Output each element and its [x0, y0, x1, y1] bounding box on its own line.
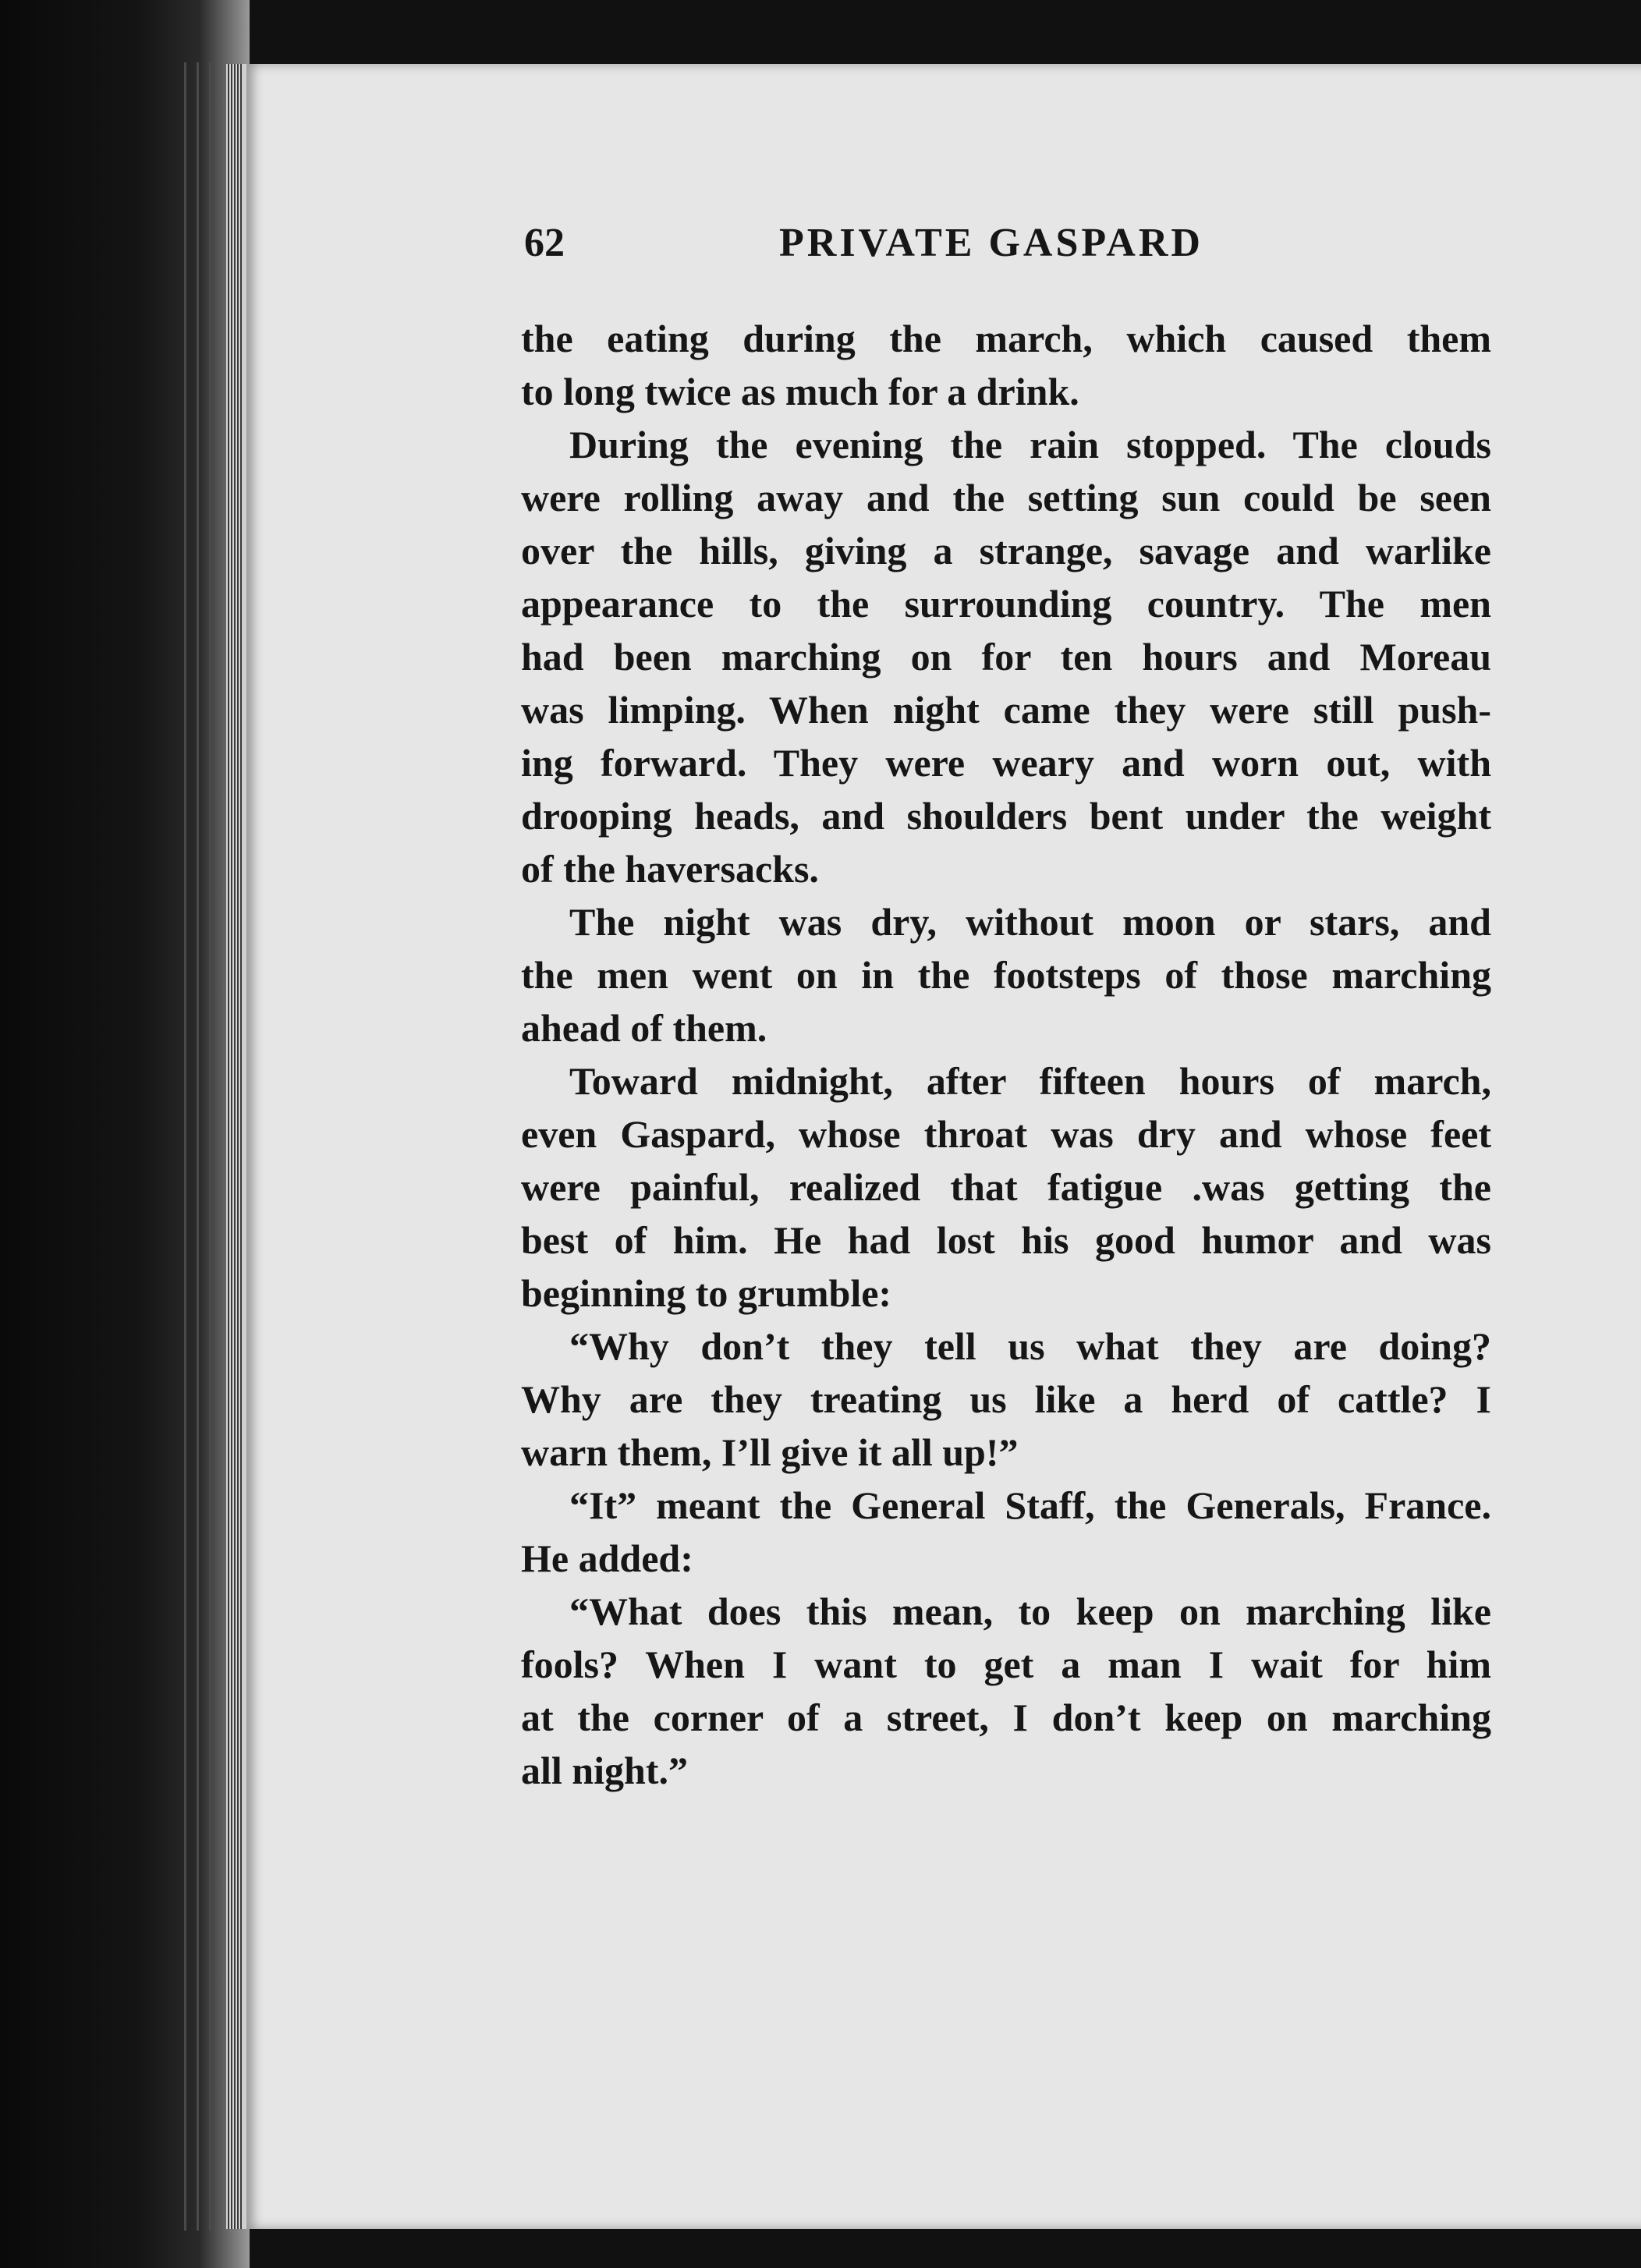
text-line: fools? When I want to get a man I wait for him — [521, 1643, 1491, 1686]
text-line: best of him. He had lost his good humor and was — [521, 1218, 1491, 1262]
text-line: Toward midnight, after fifteen hours of march, — [569, 1059, 1491, 1103]
text-line: “Why don’t they tell us what they are doing? — [569, 1324, 1491, 1368]
text-line: ing forward. They were weary and worn out, with — [521, 741, 1491, 785]
running-head: PRIVATE GASPARD — [779, 221, 1203, 265]
text-line: all night.” — [521, 1749, 688, 1792]
text-line: During the evening the rain stopped. The clouds — [569, 423, 1491, 466]
text-line: Why are they treating us like a herd of cattle? I — [521, 1377, 1491, 1421]
text-line: of the haversacks. — [521, 847, 819, 891]
text-line: “What does this mean, to keep on marching like — [569, 1589, 1491, 1633]
text-line: The night was dry, without moon or stars, and — [569, 900, 1491, 944]
text-line: was limping. When night came they were still push- — [521, 688, 1491, 732]
text-line: “It” meant the General Staff, the Generals, France. — [569, 1483, 1491, 1527]
text-line: beginning to grumble: — [521, 1271, 892, 1315]
gutter-line — [209, 62, 211, 2231]
text-line: had been marching on for ten hours and Moreau — [521, 635, 1491, 679]
page-header — [524, 220, 1494, 275]
text-line: He added: — [521, 1536, 693, 1580]
text-line: were painful, realized that fatigue .was getting the — [521, 1165, 1491, 1209]
text-line: the eating during the march, which caused them — [521, 317, 1491, 360]
body-text — [521, 312, 1491, 1797]
page-number: 62 — [524, 221, 565, 265]
text-line: ahead of them. — [521, 1006, 767, 1050]
text-line: the men went on in the footsteps of those marching — [521, 953, 1491, 997]
text-line: over the hills, giving a strange, savage and warlike — [521, 529, 1491, 572]
gutter-line — [197, 62, 199, 2231]
text-line: even Gaspard, whose throat was dry and whose feet — [521, 1112, 1491, 1156]
text-line: warn them, I’ll give it all up!” — [521, 1430, 1019, 1474]
text-line: were rolling away and the setting sun could be seen — [521, 476, 1491, 519]
book-gutter — [0, 0, 250, 2268]
text-line: appearance to the surrounding country. The men — [521, 582, 1491, 625]
gutter-line — [184, 62, 186, 2231]
page-edge — [226, 64, 242, 2229]
text-line: to long twice as much for a drink. — [521, 370, 1079, 413]
text-line: drooping heads, and shoulders bent under the weight — [521, 794, 1491, 838]
text-line: at the corner of a street, I don’t keep on marching — [521, 1696, 1491, 1739]
